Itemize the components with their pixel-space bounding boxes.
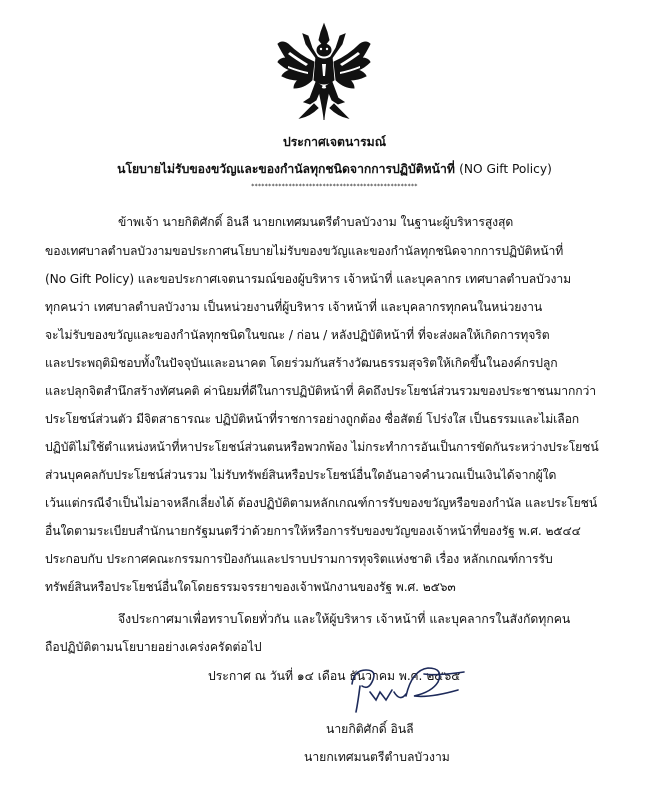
- closing-line-1: จึงประกาศมาเพื่อทราบโดยทั่วกัน และให้ผู้บริหาร เจ้าหน้าที่ และบุคลากรในสังกัดทุกคน: [118, 612, 571, 626]
- body-line: และปลุกจิตสำนึกสร้างทัศนคติ ค่านิยมที่ดีในการปฏิบัติหน้าที่ คิดถึงประโยชน์ส่วนรวมของประชาชนมากกว่า: [45, 384, 597, 398]
- body-line: ทุกคนว่า เทศบาลตำบลบัวงาม เป็นหน่วยงานที่ผู้บริหาร เจ้าหน้าที่ และบุคลากรทุกคนในหน่วยงาน: [45, 300, 543, 314]
- announcement-date: ประกาศ ณ วันที่ ๑๔ เดือน ธันวาคม พ.ศ. ๒๕๖๕: [208, 669, 461, 683]
- body-line: ทรัพย์สินหรือประโยชน์อื่นใดโดยธรรมจรรยาของเจ้าพนักงานของรัฐ พ.ศ. ๒๕๖๓: [45, 580, 456, 594]
- policy-title-thai: นโยบายไม่รับของขวัญและของกำนัลทุกชนิดจากการปฏิบัติหน้าที่: [117, 162, 455, 176]
- body-line: ส่วนบุคคลกับประโยชน์ส่วนรวม ไม่รับทรัพย์สินหรือประโยชน์อื่นใดอันอาจคำนวณเป็นเงินได้จากผู้ใด: [45, 468, 557, 482]
- title-separator: *************************************************: [251, 183, 418, 190]
- body-line: และประพฤติมิชอบทั้งในปัจจุบันและอนาคต โดยร่วมกันสร้างวัฒนธรรมสุจริตให้เกิดขึ้นในองค์กรปลูก: [45, 356, 558, 370]
- policy-title: [0, 160, 669, 179]
- body-line: เว้นแต่กรณีจำเป็นไม่อาจหลีกเลี่ยงได้ ต้องปฏิบัติตามหลักเกณฑ์การรับของขวัญหรือของกำนัล และประโยชน์: [45, 496, 598, 510]
- body-line: ข้าพเจ้า นายกิติศักดิ์ อินลี นายกเทศมนตรีตำบลบัวงาม ในฐานะผู้บริหารสูงสุด: [118, 215, 514, 229]
- body-line: ประกอบกับ ประกาศคณะกรรมการป้องกันและปราบปรามการทุจริตแห่งชาติ เรื่อง หลักเกณฑ์การรับ: [45, 552, 553, 566]
- body-line: ประโยชน์ส่วนตัว มีจิตสาธารณะ ปฏิบัติหน้าที่ราชการอย่างถูกต้อง ซื่อสัตย์ โปร่งใส เป็นธรรมและไม่เลือก: [45, 412, 580, 426]
- signature-image: [340, 662, 470, 722]
- body-line: อื่นใดตามระเบียบสำนักนายกรัฐมนตรีว่าด้วยการให้หรือการรับของขวัญของเจ้าหน้าที่ของรัฐ พ.ศ. ๒๕๔๔: [45, 524, 581, 538]
- body-line: ของเทศบาลตำบลบัวงามขอประกาศนโยบายไม่รับของขวัญและของกำนัลทุกชนิดจากการปฏิบัติหน้าที่: [45, 244, 564, 258]
- body-line: จะไม่รับของขวัญและของกำนัลทุกชนิดในขณะ / ก่อน / หลังปฏิบัติหน้าที่ ที่จะส่งผลให้เกิดการทุจริต: [45, 328, 550, 342]
- announcement-title: ประกาศเจตนารมณ์: [282, 135, 387, 149]
- signer-name: นายกิติศักดิ์ อินลี: [326, 722, 414, 736]
- policy-title-english: (NO Gift Policy): [459, 162, 552, 176]
- body-line: (No Gift Policy) และขอประกาศเจตนารมณ์ของผู้บริหาร เจ้าหน้าที่ และบุคลากร เทศบาลตำบลบัวงาม: [45, 272, 572, 286]
- signer-position: นายกเทศมนตรีตำบลบัวงาม: [304, 750, 450, 764]
- body-line: ปฏิบัติไม่ใช้ตำแหน่งหน้าที่หาประโยชน์ส่วนตนหรือพวกพ้อง ไม่กระทำการอันเป็นการขัดกันระหว่างประโยชน์: [45, 440, 599, 454]
- garuda-emblem-icon: [276, 22, 372, 122]
- closing-line-2: ถือปฏิบัติตามนโยบายอย่างเคร่งครัดต่อไป: [45, 640, 262, 654]
